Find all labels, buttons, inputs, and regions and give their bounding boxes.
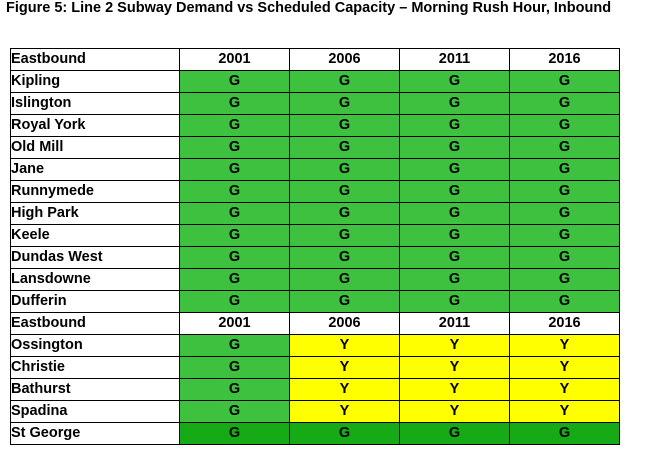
station-name: Kipling xyxy=(11,71,180,93)
station-name: Spadina xyxy=(11,401,180,423)
year-header: 2001 xyxy=(180,49,290,71)
capacity-status-cell: Y xyxy=(510,379,620,401)
year-header: 2016 xyxy=(510,49,620,71)
station-name: Islington xyxy=(11,93,180,115)
capacity-status-cell: G xyxy=(400,181,510,203)
capacity-status-cell: G xyxy=(290,225,400,247)
capacity-status-cell: G xyxy=(180,181,290,203)
capacity-status-cell: G xyxy=(400,423,510,445)
capacity-status-cell: Y xyxy=(290,401,400,423)
capacity-status-cell: Y xyxy=(510,357,620,379)
capacity-status-cell: Y xyxy=(400,401,510,423)
capacity-status-cell: G xyxy=(180,335,290,357)
capacity-status-cell: G xyxy=(400,203,510,225)
capacity-status-cell: G xyxy=(290,269,400,291)
capacity-status-cell: Y xyxy=(400,335,510,357)
header-row xyxy=(11,313,620,335)
table-row xyxy=(11,247,620,269)
capacity-status-cell: G xyxy=(290,71,400,93)
year-header: 2006 xyxy=(290,313,400,335)
capacity-status-cell: G xyxy=(290,423,400,445)
station-name: Dufferin xyxy=(11,291,180,313)
capacity-status-cell: G xyxy=(180,137,290,159)
capacity-status-cell: G xyxy=(510,247,620,269)
capacity-status-cell: G xyxy=(510,137,620,159)
table-row xyxy=(11,379,620,401)
capacity-table-body xyxy=(11,49,620,445)
table-row xyxy=(11,423,620,445)
capacity-status-cell: G xyxy=(180,269,290,291)
capacity-status-cell: G xyxy=(290,203,400,225)
table-row xyxy=(11,225,620,247)
year-header: 2016 xyxy=(510,313,620,335)
capacity-status-cell: G xyxy=(400,137,510,159)
capacity-status-cell: G xyxy=(180,291,290,313)
year-header: 2011 xyxy=(400,49,510,71)
capacity-status-cell: Y xyxy=(400,379,510,401)
station-name: Old Mill xyxy=(11,137,180,159)
capacity-status-cell: G xyxy=(180,401,290,423)
table-row xyxy=(11,357,620,379)
capacity-status-cell: G xyxy=(510,159,620,181)
station-name: Keele xyxy=(11,225,180,247)
station-name: Bathurst xyxy=(11,379,180,401)
capacity-status-cell: G xyxy=(180,357,290,379)
capacity-status-cell: G xyxy=(290,181,400,203)
year-header: 2006 xyxy=(290,49,400,71)
capacity-status-cell: G xyxy=(510,291,620,313)
capacity-status-cell: G xyxy=(510,115,620,137)
capacity-status-cell: G xyxy=(290,159,400,181)
station-name: Christie xyxy=(11,357,180,379)
capacity-status-cell: G xyxy=(400,269,510,291)
capacity-status-cell: G xyxy=(510,269,620,291)
header-row xyxy=(11,49,620,71)
capacity-status-cell: G xyxy=(510,181,620,203)
station-name: Runnymede xyxy=(11,181,180,203)
capacity-status-cell: G xyxy=(290,137,400,159)
capacity-status-cell: G xyxy=(180,423,290,445)
capacity-status-cell: G xyxy=(290,115,400,137)
year-header: 2011 xyxy=(400,313,510,335)
table-row xyxy=(11,137,620,159)
capacity-status-cell: G xyxy=(180,93,290,115)
capacity-status-cell: G xyxy=(180,115,290,137)
capacity-status-cell: G xyxy=(510,71,620,93)
capacity-status-cell: Y xyxy=(510,401,620,423)
station-name: Lansdowne xyxy=(11,269,180,291)
table-row xyxy=(11,269,620,291)
capacity-status-cell: G xyxy=(400,159,510,181)
capacity-status-cell: G xyxy=(400,247,510,269)
station-name: Dundas West xyxy=(11,247,180,269)
table-row xyxy=(11,181,620,203)
table-row xyxy=(11,71,620,93)
capacity-status-cell: Y xyxy=(290,379,400,401)
station-name: St George xyxy=(11,423,180,445)
capacity-status-cell: G xyxy=(400,225,510,247)
direction-header: Eastbound xyxy=(11,49,180,71)
capacity-status-cell: G xyxy=(510,423,620,445)
figure-title: Figure 5: Line 2 Subway Demand vs Scheduled Capacity – Morning Rush Hour, Inbound xyxy=(6,0,612,16)
capacity-table xyxy=(10,48,620,445)
capacity-status-cell: Y xyxy=(400,357,510,379)
capacity-status-cell: Y xyxy=(290,335,400,357)
capacity-status-cell: G xyxy=(180,71,290,93)
capacity-status-cell: Y xyxy=(290,357,400,379)
table-row xyxy=(11,291,620,313)
table-row xyxy=(11,401,620,423)
capacity-status-cell: G xyxy=(180,159,290,181)
station-name: Ossington xyxy=(11,335,180,357)
capacity-status-cell: G xyxy=(400,93,510,115)
table-row xyxy=(11,335,620,357)
table-row xyxy=(11,159,620,181)
capacity-status-cell: G xyxy=(180,225,290,247)
capacity-status-cell: G xyxy=(180,379,290,401)
capacity-status-cell: G xyxy=(400,71,510,93)
capacity-status-cell: Y xyxy=(510,335,620,357)
capacity-status-cell: G xyxy=(400,291,510,313)
station-name: High Park xyxy=(11,203,180,225)
capacity-status-cell: G xyxy=(290,93,400,115)
capacity-status-cell: G xyxy=(400,115,510,137)
capacity-status-cell: G xyxy=(180,203,290,225)
capacity-status-cell: G xyxy=(180,247,290,269)
table-row xyxy=(11,93,620,115)
year-header: 2001 xyxy=(180,313,290,335)
station-name: Royal York xyxy=(11,115,180,137)
capacity-status-cell: G xyxy=(290,291,400,313)
capacity-status-cell: G xyxy=(510,203,620,225)
capacity-status-cell: G xyxy=(510,93,620,115)
table-row xyxy=(11,115,620,137)
table-row xyxy=(11,203,620,225)
capacity-status-cell: G xyxy=(290,247,400,269)
direction-header: Eastbound xyxy=(11,313,180,335)
capacity-status-cell: G xyxy=(510,225,620,247)
station-name: Jane xyxy=(11,159,180,181)
